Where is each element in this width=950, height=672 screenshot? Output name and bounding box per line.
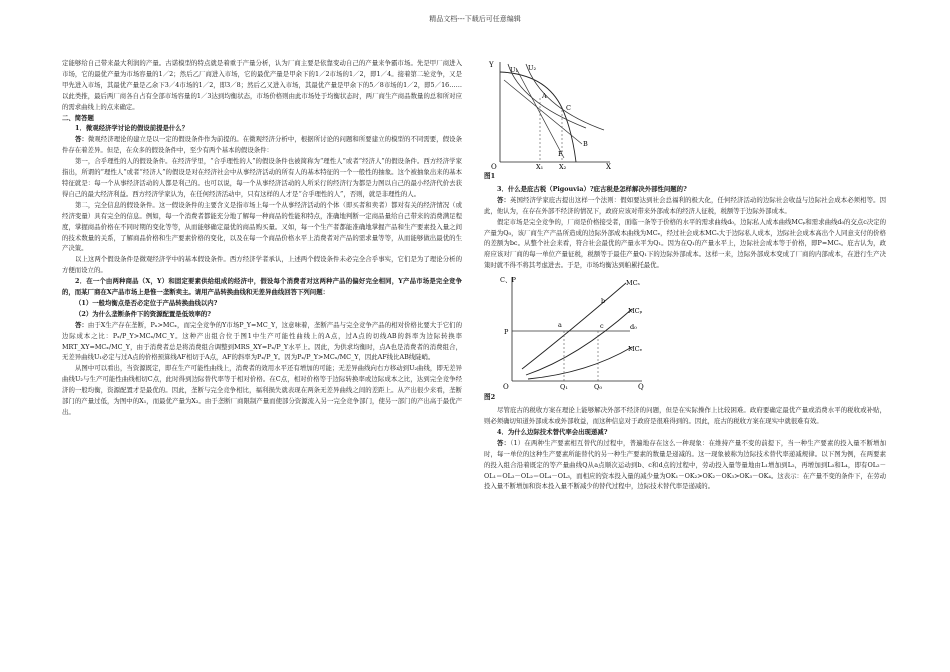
fig1-x-label: X (606, 163, 611, 170)
left-column (62, 58, 462, 418)
section-heading: 二、简答题 (62, 113, 94, 122)
fig2-point-c: c (600, 322, 604, 331)
answer-3-paragraph-3: 尽管庇古的税收方案在理论上能够解决外部不经济的问题，但是在实际操作上比较困难。政府要确定最优产量或消费水平的税收或补贴，则必须确切知道外部成本或外部收益，而这种信息对于政府是很难得到的。因此，庇古的税收方案在现实中就很难有效。 (484, 406, 886, 425)
right-column (484, 58, 886, 492)
fig1-label-a: A (542, 92, 547, 100)
fig1-label-u1: U₁ (510, 66, 519, 74)
fig2-label-mcp: MCₚ (628, 307, 643, 316)
answer-3-text: 英国经济学家庇古提出这样一个法则：假如要达到社会总福利的极大化，任何经济活动的边际社会收益与边际社会成本必须相等。因此，他认为，在存在外部不经济的情况下，政府应该对带来外部成本的经济人征税，税额等于边际外部成本。 (484, 195, 887, 215)
question-2: 2．在一个由两种商品（X，Y）和固定要素供给组成的经济中，假设每个消费者对这两种产品的偏好完全相同，Y产品市场是完全竞争的，而某厂商在X产品市场上是惟一垄断卖主。请用产品转换曲线和无差异曲线回答下列问题： (62, 277, 462, 297)
figure-1-caption: 图1 (484, 172, 496, 180)
fig1-line-ab (504, 80, 582, 144)
fig2-origin: O (503, 383, 509, 392)
fig1-label-c: C (566, 104, 571, 112)
figure-2-caption: 图2 (484, 393, 496, 402)
intro-paragraph: 定能够给自己带来最大利润的产量。古诺模型的特点就是着重于产量分析，认为厂商主要是依靠变动自己的产量来争霸市场。先是甲厂商进入市场，它的最优产量为市场容量的1／2；然后乙厂商进入市场，它的最优产量是甲余下的1／2市场的1／2，即1／4。接着第二轮竞争，又是甲先进入市场，其最优产量是乙余下3／4市场的1／2，即3／8；然后乙又进入市场，其最优产量是甲余下的5／8市场的1／2，即5／16……以此类推，最后两厂商各自占有全部市场容量的1／3达到均衡状态，市场价格则由此市场处于均衡状态时，两厂商生产商品数量的总和所对应的需求曲线上的点来确定。 (62, 59, 462, 111)
answer-label: 答： (75, 320, 88, 329)
fig2-tick-q0: Q₀ (594, 383, 602, 392)
answer-2-text: 由于X生产存在垄断，Pₓ>MCₓ，而完全竞争的Y市场P_Y=MC_Y，这意味着，垄断产品与完全竞争产品的相对价格比要大于它们的边际成本之比：Pₓ/P_Y>MCₓ/MC_Y。这种产出组合位于图1中生产可能性曲线上的A点，过A点的切线AB的斜率为边际转换率MRT_XY=MCₓ/MC_Y，由于消费者总是将消费组合调整到MRS_XY=Pₓ/P_Y水平上。因此，为供求均衡时，点A也是消费者的消费组合，无差异曲线U₁必定与过A点的价格预算线AF相切于A点，AF的斜率为Pₓ/P_Y。因为Pₓ/P_Y>MCₓ/MC_Y，因此AF线比AB线陡峭。 (62, 320, 463, 362)
fig1-indifference-curve-u2 (526, 64, 604, 130)
question-1: 1．微观经济学讨论的假设前提是什么？ (75, 124, 189, 133)
answer-label: 答： (497, 438, 511, 447)
fig2-y-label: C、P (500, 276, 516, 285)
fig2-label-mce: MCₑ (628, 345, 643, 354)
question-4: 4．为什么边际技术替代率会出现递减? (497, 427, 608, 436)
answer-3-paragraph-2: 假定市场是完全竞争的，厂商是价格接受者，面临一条等于价格的水平的需求曲线d₀，边际私人成本曲线MCₚ和需求曲线d₀的交点c决定的产量为Q₀，该厂商生产产品所造成的边际外部成本曲线为MCₑ，经过社会成本MCₛ大于边际私人成本，边际社会成本高出个人同意支付的价格的差额为bc。从整个社会来看，符合社会最优的产量水平为Q₁。因为在Q₁的产量水平上，边际社会成本等于价格，即P=MCₛ。庇古认为，政府应该对厂商的每一单位产量征税，税额等于最佳产量Q₁下的边际外部成本。这样一来，边际外部成本变成了厂商的内部成本，在进行生产决策时就不得不将其考虑进去。于是，市场均衡达到帕累托最优。 (484, 217, 886, 270)
answer-label: 答： (75, 135, 88, 144)
answer-1-paragraph-3: 第二，完全信息的假设条件。这一假设条件的主要含义是指市场上每一个从事经济活动的个体（即买者和卖者）都对有关的经济情况（或经济变量）具有完全的信息。例如，每一个消费者都能充分地了解每一种商品的性能和特点，准确地判断一定商品量给自己带来的消费满足程度，掌握商品价格在不同时期的变化等等，从而能够确定最优的商品购买量。又如，每一个生产者都能准确地掌握产品和生产要素投入量之间的技术数量的关系，了解商品价格和生产要素价格的变化，以及在每一个商品价格水平上消费者对产品的需求量等等，从而能够做出最优的生产决策。 (62, 200, 462, 253)
answer-1-paragraph-4: 以上这两个假设条件是微观经济学中的基本假设条件。西方经济学者承认，上述两个假设条件未必完全合乎事实，它们是为了理论分析的方便而设立的。 (62, 255, 462, 275)
fig2-tick-q1: Q₁ (560, 383, 568, 392)
answer-1-paragraph-1 (62, 134, 462, 156)
fig1-label-x1: X₁ (536, 163, 544, 170)
fig2-label-mcs: MCₛ (626, 279, 640, 288)
fig1-label-f: F (558, 150, 563, 158)
fig2-point-a: a (558, 321, 562, 330)
fig1-origin: O (491, 163, 497, 170)
fig2-curve-mcs (522, 283, 626, 369)
question-2-sub-1: （1）一般均衡点是否必定位于产品转换曲线以内? (75, 298, 218, 307)
answer-2-paragraph-2: 从图中可以看出，当资源既定，即在生产可能性曲线上，消费者的效用水平还有增加的可能；无差异曲线向右方移动到U₂曲线，即无差异曲线U₂与生产可能性曲线相切C点，此时得到边际替代率等于相对价格。在C点，相对价格等于边际转换率或边际成本之比，达到完全竞争经济的一般均衡，资源配置才是最优的。因此，垄断与完全竞争相比，福利损失就表现在两条无差异曲线之间的差距上。从产出很少来看，垄断部门的产量过低，为图中的X₁，而最优产量为X₂。由于垄断厂商限制产量而使部分资源流入另一完全竞争部门，使另一部门的产出高于最优产出。 (62, 364, 462, 416)
fig2-x-label: Q (638, 383, 644, 392)
answer-4-text: （1）在两种生产要素相互替代的过程中，普遍地存在这么一种现象：在维持产量不变的前提下，当一种生产要素的投入量不断增加时，每一单位的这种生产要素所能替代的另一种生产要素的数量是递减的。这一现象被称为边际技术替代率递减规律。以下图为例，在两要素的投入组合沿着既定的等产量曲线Q从a点顺次运动到b、c和d点的过程中，劳动投入量等量地由L₁增加到L₂，再增加到L₃和L₄，即有OL₂－OL₁＝OL₃－OL₂＝OL₄－OL₃，而相应的资本投入量的减少量为OK₁－OK₂>OK₂－OK₃>OK₃－OK₄。这表示：在产量不变的条件下，在劳动投入量不断增加和资本投入量不断减少的替代过程中，边际技术替代率是递减的。 (484, 438, 887, 491)
page-header: 精品文档---下载后可任意编辑 (429, 15, 521, 23)
fig2-label-d0: d₀ (630, 323, 637, 332)
fig1-label-u2: U₂ (528, 64, 537, 72)
question-3: 3．什么是庇古税（Pigouvia）?庇古税是怎样解决外部性问题的? (497, 184, 687, 193)
fig1-label-x2: X₂ (559, 163, 567, 170)
fig2-curve-mcp (526, 309, 632, 375)
answer-label: 答： (497, 195, 510, 204)
answer-4-paragraph-1 (484, 438, 886, 493)
answer-2-paragraph-1 (62, 320, 462, 364)
fig1-line-af (516, 68, 564, 158)
fig1-label-b: B (583, 140, 588, 148)
figure-1-diagram (486, 58, 616, 170)
answer-1-text: 微观经济理论的建立是以一定的假设条件作为前提的。在微观经济分析中，根据所讨论的问题和所要建立的模型的不同需要，假设条件存在着差异。但是，在众多的假设条件中，至少有两个基本的假设条件： (62, 135, 463, 155)
fig2-point-b: b (601, 297, 606, 306)
question-2-sub-2: （2）为什么垄断条件下的资源配置是低效率的? (75, 309, 212, 318)
fig1-y-label: Y (489, 61, 494, 69)
answer-1-paragraph-2: 第一，合乎理性的人的假设条件。在经济学里，“合乎理性的人”的假设条件也被简称为“理性人”或者“经济人”的假设条件。西方经济学家指出，所谓的“理性人”或者“经济人”的假设是对在经济社会中从事经济活动的所有人的基本特征的一个一般性的抽象。这个被抽象出来的基本特征就是：每一个从事经济活动的人都是利己的。也可以说，每一个从事经济活动的人所采行的经济行为都是力图以自己的最小经济代价去获得自己的最大经济利益。西方经济学家认为，在任何经济活动中，只有这样的人才是“合乎理性的人”，否则，就是非理性的人。 (62, 157, 462, 198)
figure-2-diagram (498, 273, 646, 391)
fig2-label-p: P (504, 328, 509, 337)
answer-3-paragraph-1 (484, 195, 886, 217)
